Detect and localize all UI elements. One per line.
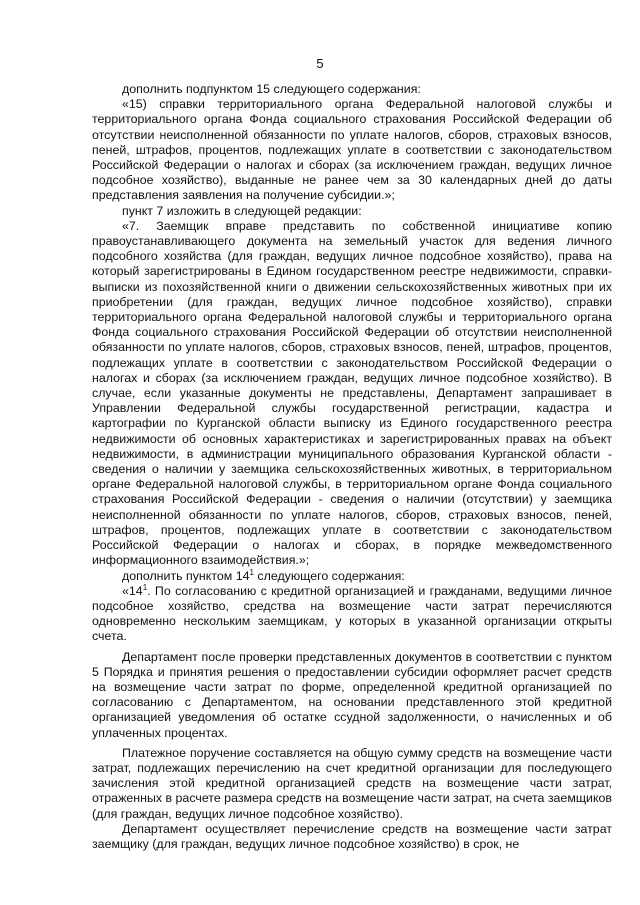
paragraph-subitem-15: «15) справки территориального органа Федеральной налоговой службы и территориального органа Фонда социального страхования Российской Федерации об отсутствии неисполненной обязанности по уплате налогов, сборов, страховых взносов, пеней, штрафов, процентов, подлежащих уплате в соответствии с законодательством Российской Федерации о налогах и сборах (за исключением граждан, ведущих личное подсобное хозяйство), выданные не ранее чем за 30 календарных дней до даты представления заявления на получение субсидии.»; — [92, 97, 612, 203]
paragraph-transfer: Департамент осуществляет перечисление средств на возмещение части затрат заемщику (для граждан, ведущих личное подсобное хозяйство) в срок, не — [92, 821, 612, 851]
text-part: . По согласованию с кредитной организацией и гражданами, ведущими личное подсобное хозяйство, средства на возмещение части затрат перечисляются одновременно нескольким заемщикам, у которых в указанной организации открыты счета. — [92, 583, 612, 644]
paragraph-intro-subitem-15: дополнить подпунктом 15 следующего содержания: — [122, 82, 421, 96]
text-part: следующего содержания: — [253, 568, 405, 583]
superscript: 1 — [142, 582, 148, 592]
paragraph-intro-item-7: пункт 7 изложить в следующей редакции: — [122, 203, 362, 218]
paragraph-payment-order: Платежное поручение составляется на общую сумму средств на возмещение части затрат, подлежащих перечислению на счет кредитной организации для последующего зачисления этой кредитной организацией средств на возмещение части затрат, отраженных в расчете размера средств на возмещение части затрат, на счета заемщиков (для граждан, ведущих личное подсобное хозяйство). — [92, 745, 612, 821]
paragraph-item-14-1 — [92, 584, 612, 645]
text-part: «14 — [122, 583, 143, 598]
paragraph-item-7: «7. Заемщик вправе представить по собственной инициативе копию правоустанавливающего документа на земельный участок для ведения личного подсобного хозяйства (для граждан, ведущих личное подсобное хозяйство), права на который зарегистрированы в Едином государственном реестре недвижимости, справки-выписки из похозяйственной книги о движении сельскохозяйственных животных при их приобретении (для граждан, ведущих личное подсобное хозяйство), справки территориального органа Федеральной налоговой службы и территориального органа Фонда социального страхования Российской Федерации об отсутствии неисполненной обязанности по уплате налогов, сборов, страховых взносов, пеней, штрафов, процентов, подлежащих уплате в соответствии с законодательством Российской Федерации о налогах и сборах (за исключением граждан, ведущих личное подсобное хозяйство). В случае, если указанные документы не представлены, Департамент запрашивает в Управлении Федеральной службы государственной регистрации, кадастра и картографии по Курганской области выписку из Единого государственного реестра недвижимости об основных характеристиках и зарегистрированных правах на объект недвижимости, в администрации муниципального образования Курганской области - сведения о наличии у заемщика сельскохозяйственных животных, в территориальном органе Федеральной налоговой службы, в территориальном органе Фонда социального страхования Российской Федерации - сведения о наличии (отсутствии) у заемщика неисполненной обязанности по уплате налогов, сборов, страховых взносов, пеней, штрафов, процентов, подлежащих уплате в соответствии с законодательством Российской Федерации о налогах и сборах, в порядке межведомственного информационного взаимодействия.»; — [92, 218, 612, 568]
document-body — [92, 82, 612, 852]
page-number: 5 — [316, 56, 324, 71]
superscript: 1 — [249, 567, 254, 577]
paragraph-intro-item-14-1 — [92, 569, 612, 584]
paragraph-calculation: Департамент после проверки представленных документов в соответствии с пунктом 5 Порядка и принятия решения о предоставлении субсидии оформляет расчет средств на возмещение части затрат по форме, определенной кредитной организацией по согласованию с Департаментом, на основании представленного этой кредитной организацией уведомления об остатке ссудной задолженности, о начисленных и об уплаченных процентах. — [92, 649, 612, 740]
text-part: дополнить пунктом 14 — [122, 568, 250, 583]
